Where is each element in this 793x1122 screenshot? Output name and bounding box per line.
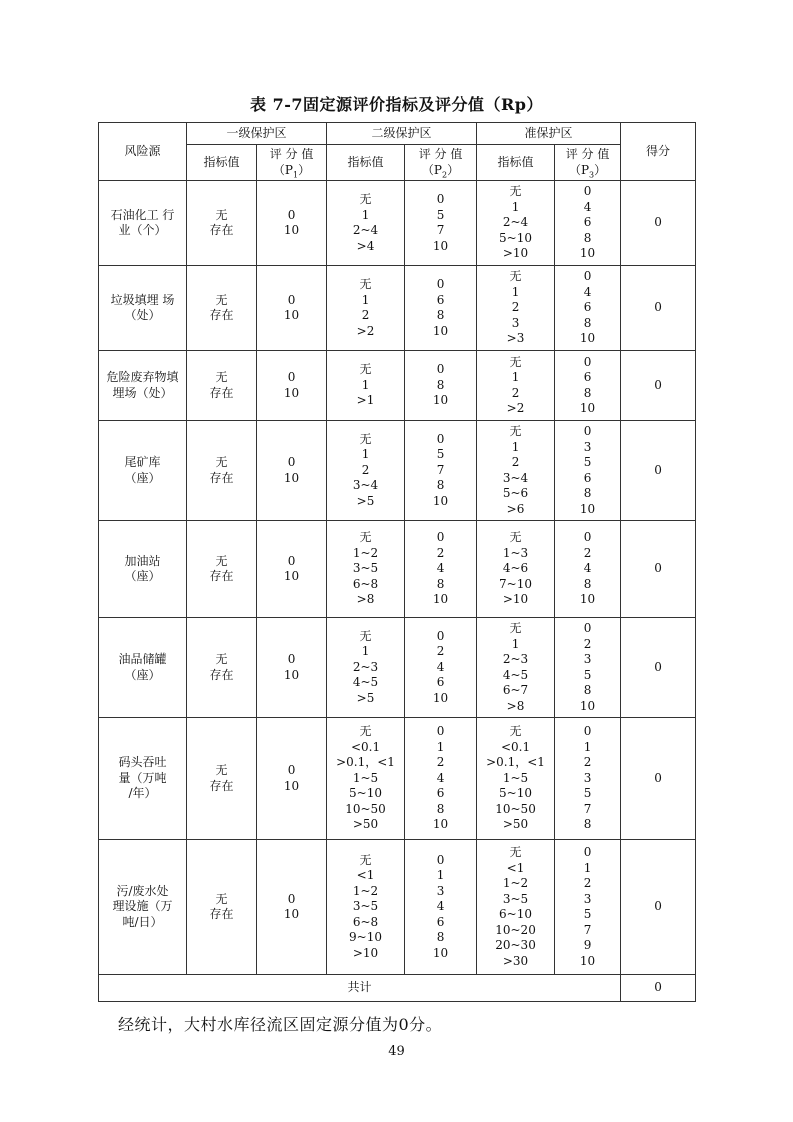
z3-rating: 0 1 2 3 5 7 9 10 [555,840,621,975]
z3-indicator: 无 1 2 >2 [477,351,555,421]
table-row [99,618,696,718]
z3-indicator: 无 1 2 3 >3 [477,266,555,351]
risk-source-name: 加油站 （座） [99,521,187,618]
z2-indicator: 无 1 2~4 >4 [327,181,405,266]
header-zone1: 一级保护区 [187,123,327,145]
z1-rating: 0 10 [257,718,327,840]
row-score: 0 [621,718,696,840]
rating-label: 评 分 值 [418,147,463,161]
p2-open: （P [421,162,442,177]
table-row [99,718,696,840]
total-score: 0 [621,975,696,1002]
z1-indicator: 无 存在 [187,840,257,975]
z1-rating: 0 10 [257,266,327,351]
z3-rating: 0 4 6 8 10 [555,266,621,351]
p1-sub: 1 [292,169,299,179]
z2-indicator: 无 <1 1~2 3~5 6~8 9~10 >10 [327,840,405,975]
z3-rating: 0 6 8 10 [555,351,621,421]
z2-indicator: 无 1 2 >2 [327,266,405,351]
row-score: 0 [621,421,696,521]
z3-indicator: 无 <1 1~2 3~5 6~10 10~20 20~30 >30 [477,840,555,975]
z1-rating: 0 10 [257,181,327,266]
table-row [99,421,696,521]
z2-rating: 0 2 4 6 10 [405,618,477,718]
z1-indicator: 无 存在 [187,351,257,421]
header-z3-rating [555,145,621,181]
z3-rating: 0 1 2 3 5 7 8 [555,718,621,840]
p2-sub: 2 [442,169,448,179]
z3-indicator: 无 1 2~3 4~5 6~7 >8 [477,618,555,718]
p3-open: （P [568,162,590,177]
risk-source-name: 油品储罐 （座） [99,618,187,718]
z2-indicator: 无 1 2~3 4~5 >5 [327,618,405,718]
z3-indicator: 无 1~3 4~6 7~10 >10 [477,521,555,618]
header-z1-rating [257,145,327,181]
risk-source-name: 码头吞吐 量（万吨 /年） [99,718,187,840]
header-score: 得分 [621,123,696,181]
table-row [99,351,696,421]
z3-rating: 0 2 4 8 10 [555,521,621,618]
total-row [99,975,696,1002]
header-z1-indicator: 指标值 [187,145,257,181]
rating-label: 评 分 值 [565,147,610,161]
fixed-source-table [98,122,696,1002]
z1-indicator: 无 存在 [187,618,257,718]
row-score: 0 [621,181,696,266]
risk-source-name: 石油化工 行 业（个） [99,181,187,266]
risk-source-name: 危险废弃物填 埋场（处） [99,351,187,421]
z1-indicator: 无 存在 [187,421,257,521]
z2-rating: 0 1 2 4 6 8 10 [405,718,477,840]
header-zone2: 二级保护区 [327,123,477,145]
p3-close: ） [594,162,607,177]
table-row [99,181,696,266]
z3-rating: 0 2 3 5 8 10 [555,618,621,718]
p3-sub: 3 [589,169,595,179]
header-z3-indicator: 指标值 [477,145,555,181]
z1-rating: 0 10 [257,521,327,618]
z2-rating: 0 5 7 8 10 [405,421,477,521]
risk-source-name: 垃圾填埋 场 （处） [99,266,187,351]
z1-indicator: 无 存在 [187,266,257,351]
header-risk-source: 风险源 [99,123,187,181]
z3-rating: 0 4 6 8 10 [555,181,621,266]
z2-rating: 0 1 3 4 6 8 10 [405,840,477,975]
z1-rating: 0 10 [257,421,327,521]
z2-rating: 0 5 7 10 [405,181,477,266]
row-score: 0 [621,618,696,718]
z1-indicator: 无 存在 [187,521,257,618]
p2-close: ） [447,162,460,177]
risk-source-name: 污/废水处 理设施（万 吨/日） [99,840,187,975]
z2-indicator: 无 1 2 3~4 >5 [327,421,405,521]
z3-indicator: 无 1 2~4 5~10 >10 [477,181,555,266]
table-row [99,840,696,975]
z2-rating: 0 6 8 10 [405,266,477,351]
page-number: 49 [388,1044,405,1059]
z2-rating: 0 2 4 8 10 [405,521,477,618]
z2-indicator: 无 1~2 3~5 6~8 >8 [327,521,405,618]
row-score: 0 [621,521,696,618]
risk-source-name: 尾矿库 （座） [99,421,187,521]
z1-rating: 0 10 [257,351,327,421]
z1-indicator: 无 存在 [187,181,257,266]
z2-rating: 0 8 10 [405,351,477,421]
header-z2-indicator: 指标值 [327,145,405,181]
z3-indicator: 无 1 2 3~4 5~6 >6 [477,421,555,521]
table-title: 表 7-7固定源评价指标及评分值（Rp） [250,95,543,114]
table-row [99,266,696,351]
z2-indicator: 无 <0.1 >0.1，<1 1~5 5~10 10~50 >50 [327,718,405,840]
z1-rating: 0 10 [257,840,327,975]
row-score: 0 [621,840,696,975]
z2-indicator: 无 1 >1 [327,351,405,421]
p1-close: ） [298,162,311,177]
rating-label: 评 分 值 [269,147,314,161]
row-score: 0 [621,351,696,421]
z3-rating: 0 3 5 6 8 10 [555,421,621,521]
total-label: 共计 [99,975,621,1002]
header-z2-rating [405,145,477,181]
z3-indicator: 无 <0.1 >0.1，<1 1~5 5~10 10~50 >50 [477,718,555,840]
header-zone3: 准保护区 [477,123,621,145]
row-score: 0 [621,266,696,351]
summary-text: 经统计，大村水库径流区固定源分值为0分。 [118,1015,443,1034]
z1-rating: 0 10 [257,618,327,718]
table-row [99,521,696,618]
p1-open: （P [272,162,293,177]
z1-indicator: 无 存在 [187,718,257,840]
